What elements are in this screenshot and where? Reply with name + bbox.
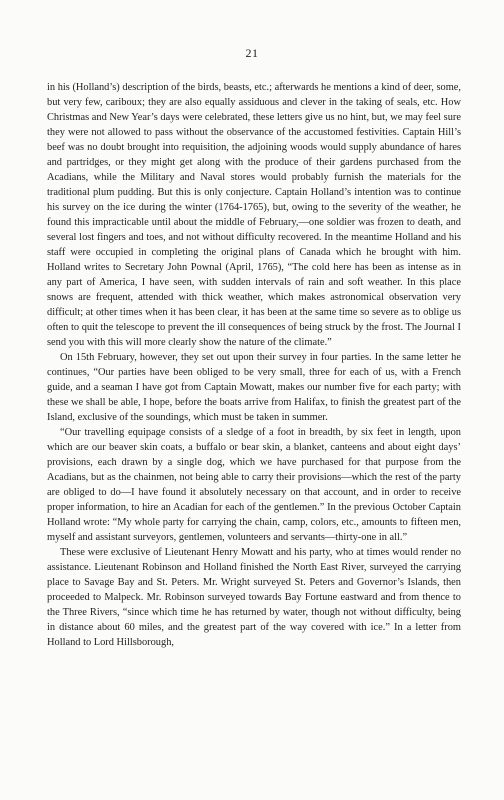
- body-text: [47, 80, 461, 650]
- paragraph-4: These were exclusive of Lieutenant Henry Mowatt and his party, who at times would render no assistance. Lieutenant Robinson and Holland finished the North East River, surveyed the carrying place to Savage Bay and St. Peters. Mr. Wright surveyed St. Peters and Governor’s Islands, then proceeded to Malpeck. Mr. Robinson surveyed towards Bay Fortune eastward and from thence to the Three Rivers, “since which time he has returned by water, though not without difficulty, being in distance about 60 miles, and the greatest part of the way covered with ice.” In a letter from Holland to Lord Hillsborough,: [47, 547, 461, 648]
- page-number: 21: [245, 46, 259, 60]
- paragraph-1: in his (Holland’s) description of the birds, beasts, etc.; afterwards he mentions a kind of deer, some, but very few, cariboux; they are also equally assiduous and clever in the taking of seals, etc. How Christmas and New Year’s days were celebrated, these letters give us no hint, but, we may feel sure they were not allowed to pass without the observance of the accustomed festivities. Captain Hill’s beef was no doubt brought into requisition, the adjoining woods would supply abundance of hares and partridges, or they might get along with the produce of their gardens purchased from the Acadians, while the Military and Naval stores would probably furnish the materials for the traditional plum pudding. But this is only conjecture. Captain Holland’s intention was to continue his survey on the ice during the winter (1764-1765), but, owing to the severity of the weather, he found this impracticable until about the middle of February,—one soldier was frozen to death, and several lost fingers and toes, and not without difficulty recovered. In the meantime Holland and his staff were occupied in completing the original plans of Canada which he brought with him. Holland writes to Secretary John Pownal (April, 1765), “The cold here has been as intense as in any part of America, I have seen, with sudden intervals of rain and soft weather. In this place snows are frequent, attended with thick weather, which makes astronomical observation very difficult; at other times when it has been clear, it has been at the same time so severe as to oblige us often to quit the telescope to prevent the ill consequences of being struck by the frost. The Journal I send you with this will more clearly show the nature of the climate.”: [47, 82, 461, 348]
- paragraph-3: “Our travelling equipage consists of a sledge of a foot in breadth, by six feet in length, upon which are our beaver skin coats, a buffalo or bear skin, a blanket, canteens and about eight days’ provisions, each drawn by a single dog, which we have purchased for that purpose from the Acadians, but as the chainmen, not being able to carry their provisions—which the rest of the party are obliged to do—I have found it absolutely necessary on that account, and in order to receive proper information, to hire an Acadian for each of the gentlemen.” In the previous October Captain Holland wrote: “My whole party for carrying the chain, camp, colors, etc., amounts to fifteen men, myself and assistant surveyors, gentlemen, volunteers and servants—thirty-one in all.”: [47, 427, 461, 543]
- paragraph-2: On 15th February, however, they set out upon their survey in four parties. In the same letter he continues, “Our parties have been obliged to be very small, three for each of us, with a French guide, and a seaman I have got from Captain Mowatt, makes our number five for each party; with these we shall be able, I hope, before the boats arrive from Halifax, to finish the greatest part of the Island, exclusive of the soundings, which must be taken in summer.: [47, 352, 461, 423]
